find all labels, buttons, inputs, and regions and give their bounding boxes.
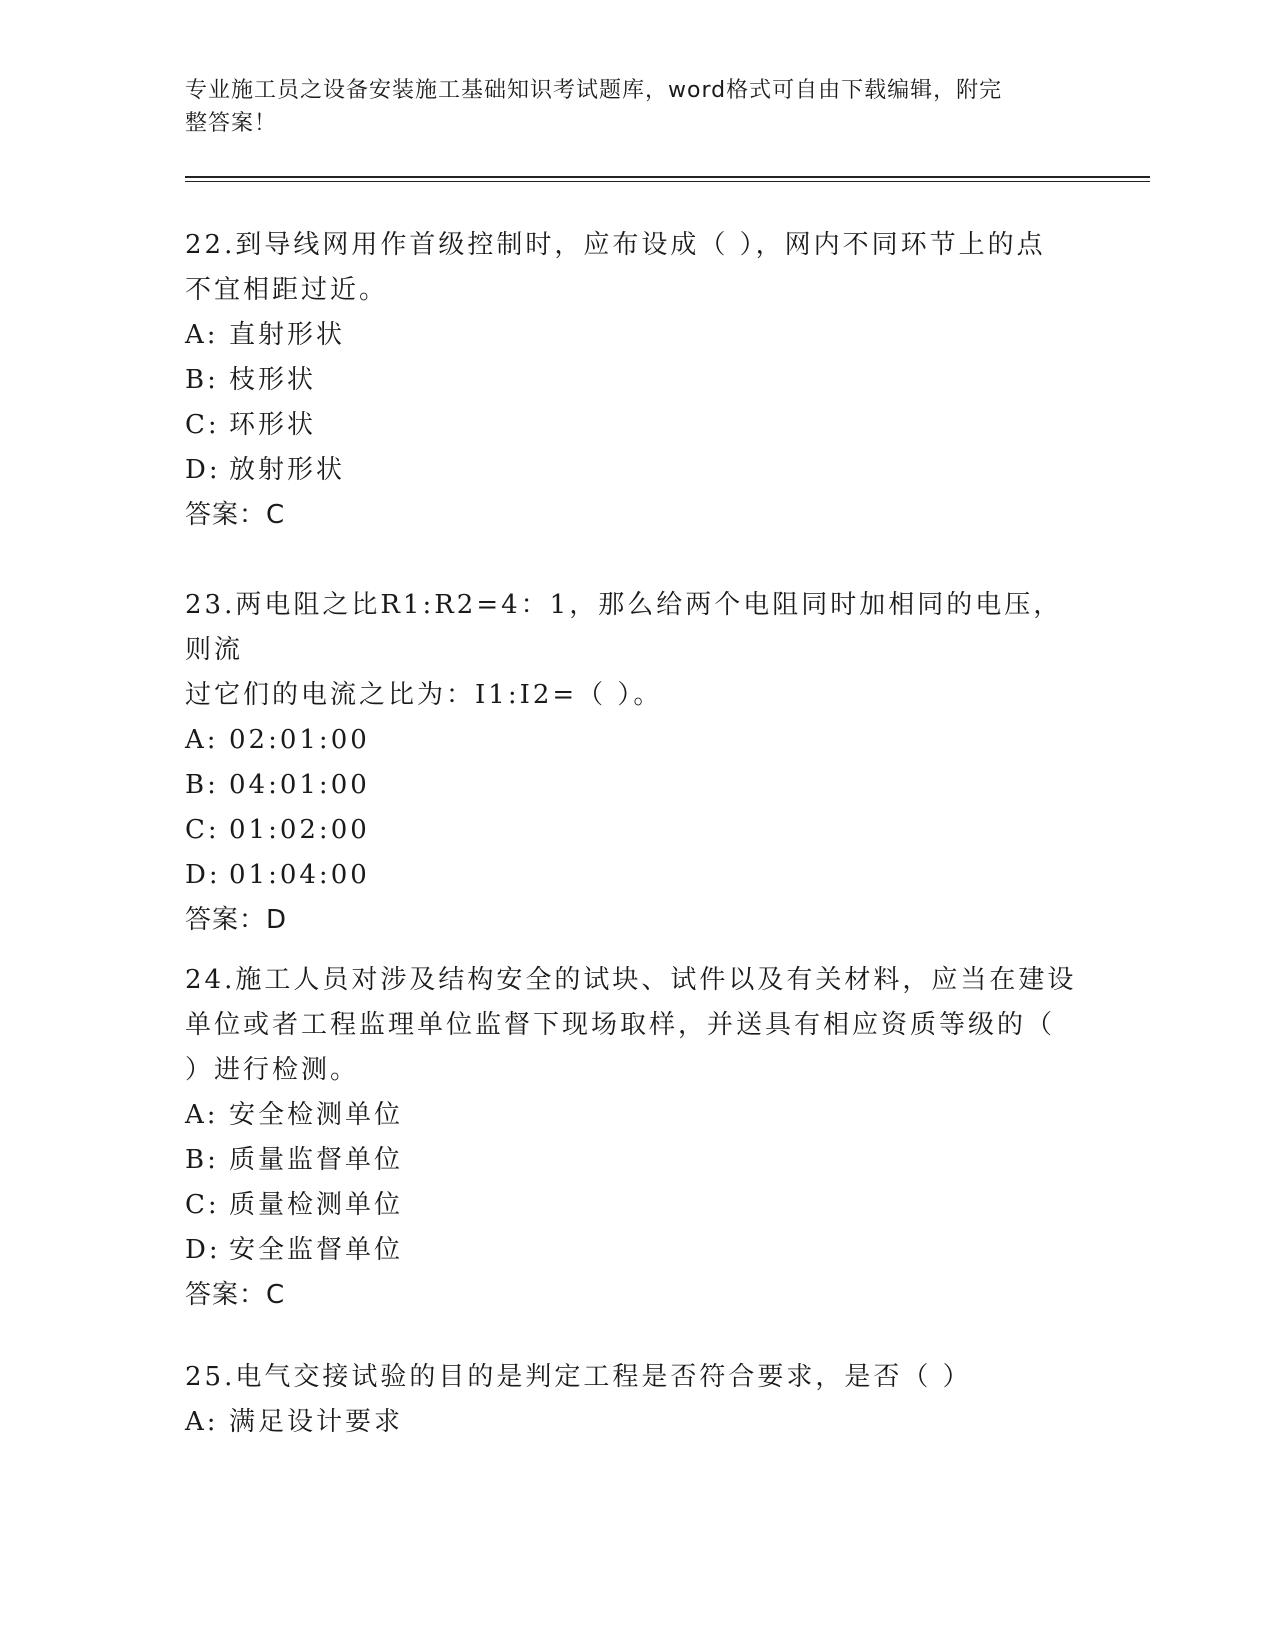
option-text: 质量监督单位 [229, 1145, 404, 1175]
option-key: A: [185, 320, 219, 350]
option-text: 01:04:00 [229, 860, 370, 890]
answer-line: 答案：C [185, 1280, 286, 1310]
option-a [185, 718, 1085, 763]
option-key: C: [185, 1190, 220, 1220]
option-b [185, 1138, 1085, 1183]
header-line-1: 专业施工员之设备安装施工基础知识考试题库，word格式可自由下载编辑，附完 [185, 78, 1003, 103]
question-stem-line: 25.电气交接试验的目的是判定工程是否符合要求，是否（ ） [185, 1362, 972, 1392]
option-c [185, 1183, 1085, 1228]
option-key: D: [185, 455, 221, 485]
option-c [185, 808, 1085, 853]
option-d [185, 1228, 1085, 1273]
option-key: D: [185, 860, 221, 890]
option-key: D: [185, 1235, 221, 1265]
option-key: A: [185, 1407, 219, 1437]
header-divider-thick [185, 176, 1150, 178]
question-stem-line: ）进行检测。 [185, 1055, 360, 1085]
question-24 [185, 958, 1085, 1318]
option-key: A: [185, 1100, 219, 1130]
option-text: 放射形状 [229, 455, 346, 485]
option-text: 安全检测单位 [229, 1100, 404, 1130]
option-a [185, 313, 1085, 358]
option-key: B: [185, 770, 219, 800]
option-text: 质量检测单位 [229, 1190, 404, 1220]
question-22 [185, 223, 1085, 538]
option-key: C: [185, 410, 220, 440]
answer-line: 答案：C [185, 500, 286, 530]
option-key: A: [185, 725, 219, 755]
option-a [185, 1093, 1085, 1138]
header-divider-thin [185, 181, 1150, 182]
option-d [185, 448, 1085, 493]
question-stem-line: 24.施工人员对涉及结构安全的试块、试件以及有关材料，应当在建设 [185, 965, 1077, 995]
question-stem-line: 过它们的电流之比为：I1:I2=（ ）。 [185, 680, 663, 710]
question-stem-line: 单位或者工程监理单位监督下现场取样，并送具有相应资质等级的（ [185, 1010, 1056, 1040]
option-a [185, 1400, 1085, 1445]
header-line-2: 整答案！ [185, 111, 278, 136]
answer-line: 答案：D [185, 905, 288, 935]
option-text: 02:01:00 [229, 725, 370, 755]
option-text: 安全监督单位 [229, 1235, 404, 1265]
document-header [185, 74, 1065, 140]
question-stem-line: 22.到导线网用作首级控制时，应布设成（ ），网内不同环节上的点 [185, 230, 1046, 260]
option-b [185, 358, 1085, 403]
option-d [185, 853, 1085, 898]
option-text: 01:02:00 [229, 815, 370, 845]
question-stem-line: 23.两电阻之比R1:R2=4：1，那么给两个电阻同时加相同的电压，则流 [185, 590, 1063, 665]
option-key: B: [185, 365, 219, 395]
option-text: 环形状 [229, 410, 317, 440]
option-key: C: [185, 815, 220, 845]
option-c [185, 403, 1085, 448]
question-23 [185, 583, 1085, 943]
option-text: 直射形状 [229, 320, 346, 350]
option-key: B: [185, 1145, 219, 1175]
option-text: 04:01:00 [229, 770, 370, 800]
option-text: 枝形状 [229, 365, 317, 395]
question-25 [185, 1355, 1085, 1445]
option-b [185, 763, 1085, 808]
question-stem-line: 不宜相距过近。 [185, 275, 389, 305]
option-text: 满足设计要求 [229, 1407, 404, 1437]
